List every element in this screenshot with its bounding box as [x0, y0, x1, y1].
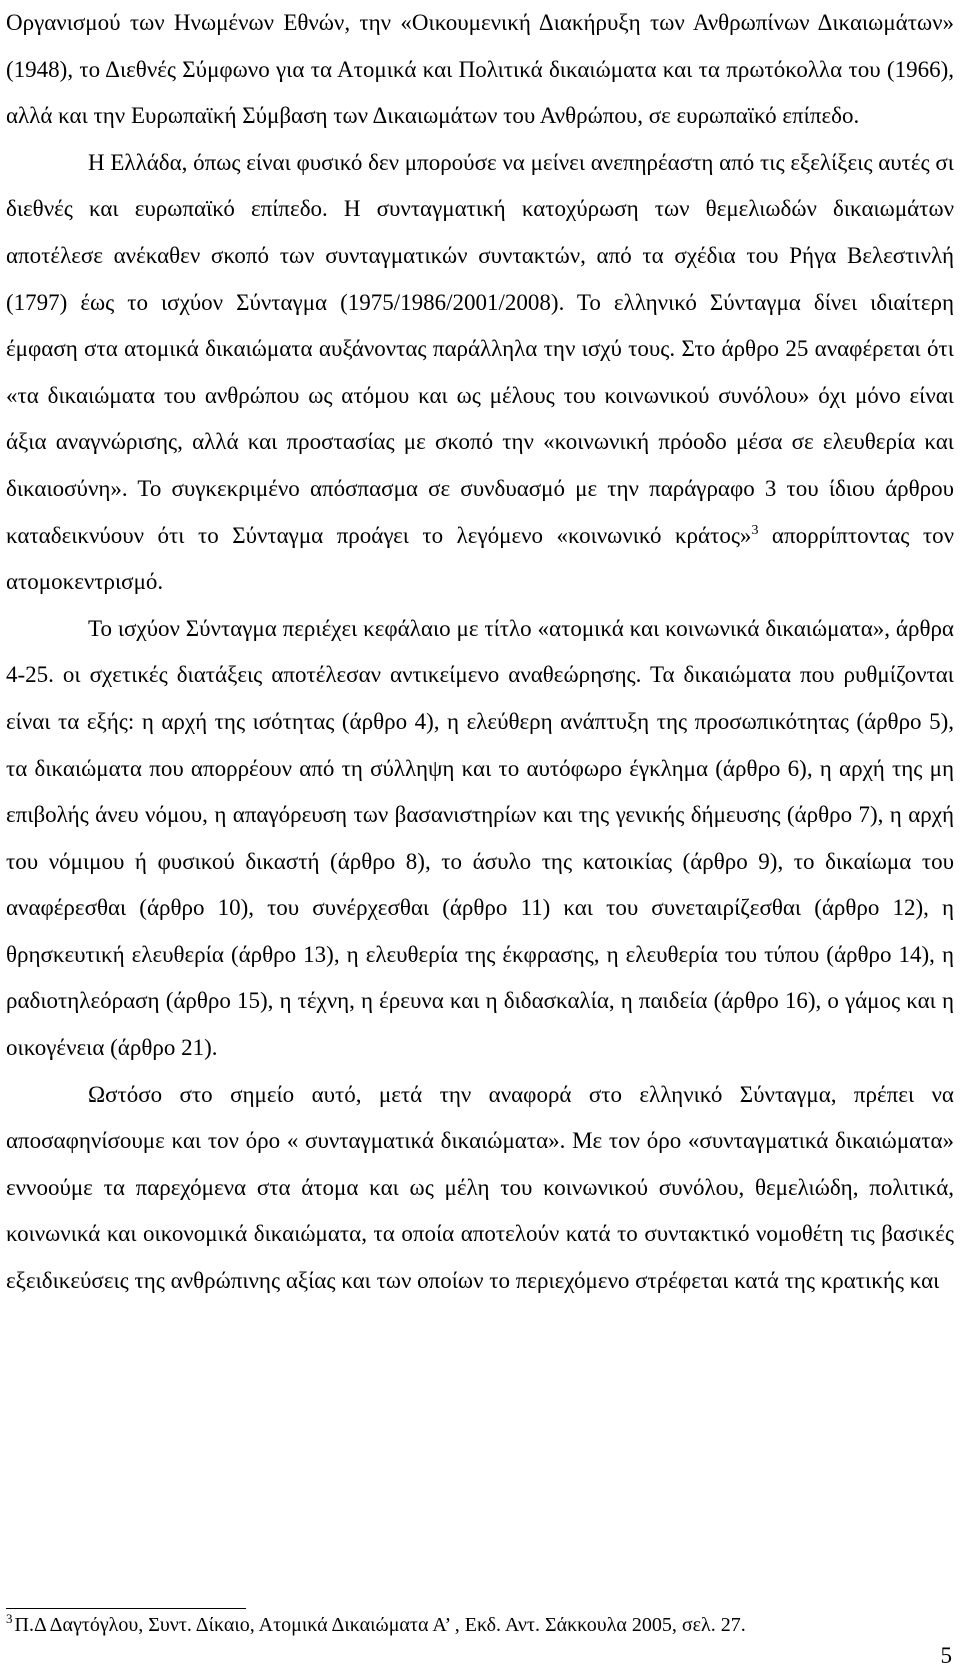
- footnote: [6, 1612, 954, 1638]
- footnote-separator: [6, 1608, 246, 1609]
- paragraph-2-text-end: απορρίπτοντας τον ατομοκεντρισμό.: [6, 522, 955, 595]
- footnote-reference: 3: [751, 522, 759, 538]
- paragraph-4: Ωστόσο στο σημείο αυτό, μετά την αναφορά στο ελληνικό Σύνταγμα, πρέπει να αποσαφηνίσουμε και τον όρο « συνταγματικά δικαιώματα». Με τον όρο «συνταγματικά δικαιώματα» εννοούμε τα παρεχόμενα στα άτομα και ως μέλη του κοινωνικού συνόλου, θεμελιώδη, πολιτικά, κοινωνικά και οικονομικά δικαιώματα, τα οποία αποτελούν κατά το συντακτικό νομοθέτη τις βασικές εξειδικεύσεις της ανθρώπινης αξίας και των οποίων το περιεχόμενο στρέφεται κατά της κρατικής και: [6, 1081, 954, 1294]
- footnote-text: Π.Δ Δαγτόγλου, Συντ. Δίκαιο, Ατομικά Δικαιώματα Α’ , Εκδ. Αντ. Σάκκουλα 2005, σελ. 27.: [14, 1614, 746, 1636]
- page-number: 5: [940, 1643, 952, 1668]
- paragraph-2: [6, 140, 954, 606]
- paragraph-3: Το ισχύον Σύνταγμα περιέχει κεφάλαιο με τίτλο «ατομικά και κοινωνικά δικαιώματα», άρθρα 4-25. οι σχετικές διατάξεις αποτέλεσαν αντικείμενο αναθεώρησης. Τα δικαιώματα που ρυθμίζονται είναι τα εξής: η αρχή της ισότητας (άρθρο 4), η ελεύθερη ανάπτυξη της προσωπικότητας (άρθρο 5), τα δικαιώματα που απορρέουν από τη σύλληψη και το αυτόφωρο έγκλημα (άρθρο 6), η αρχή της μη επιβολής άνευ νόμου, η απαγόρευση των βασανιστηρίων και της γενικής δήμευσης (άρθρο 7), η αρχή του νόμιμου ή φυσικού δικαστή (άρθρο 8), το άσυλο της κατοικίας (άρθρο 9), το δικαίωμα του αναφέρεσθαι (άρθρο 10), του συνέρχεσθαι (άρθρο 11) και του συνεταιρίζεσθαι (άρθρο 12), η θρησκευτική ελευθερία (άρθρο 13), η ελευθερία της έκφρασης, η ελευθερία του τύπου (άρθρο 14), η ραδιοτηλεόραση (άρθρο 15), η τέχνη, η έρευνα και η διδασκαλία, η παιδεία (άρθρο 16), ο γάμος και η οικογένεια (άρθρο 21).: [6, 615, 954, 1061]
- paragraph-1: Οργανισμού των Ηνωμένων Εθνών, την «Οικουμενική Διακήρυξη των Ανθρωπίνων Δικαιωμάτων» (1948), το Διεθνές Σύμφωνο για τα Ατομικά και Πολιτικά δικαιώματα και τα πρωτόκολλα του (1966), αλλά και την Ευρωπαϊκή Σύμβαση των Δικαιωμάτων του Ανθρώπου, σε ευρωπαϊκό επίπεδο.: [6, 10, 954, 129]
- footnote-number: 3: [6, 1611, 13, 1626]
- body-text: [6, 0, 954, 1305]
- paragraph-2-text: Η Ελλάδα, όπως είναι φυσικό δεν μπορούσε να μείνει ανεπηρέαστη από τις εξελίξεις αυτές σι διεθνές και ευρωπαϊκό επίπεδο. Η συνταγματική κατοχύρωση των θεμελιωδών δικαιωμάτων αποτέλεσε ανέκαθεν σκοπό των συνταγματικών συντακτών, από τα σχέδια του Ρήγα Βελεστινλή (1797) έως το ισχύον Σύνταγμα (1975/1986/2001/2008). Το ελληνικό Σύνταγμα δίνει ιδιαίτερη έμφαση στα ατομικά δικαιώματα αυξάνοντας παράλληλα την ισχύ τους. Στο άρθρο 25 αναφέρεται ότι «τα δικαιώματα του ανθρώπου ως ατόμου και ως μέλους του κοινωνικού συνόλου» όχι μόνο είναι άξια αναγνώρισης, αλλά και προστασίας με σκοπό την «κοινωνική πρόοδο μέσα σε ελευθερία και δικαιοσύνη». Το συγκεκριμένο απόσπασμα σε συνδυασμό με την παράγραφο 3 του ίδιου άρθρου καταδεικνύουν ότι το Σύνταγμα προάγει το λεγόμενο «κοινωνικό κράτος»: [6, 149, 954, 548]
